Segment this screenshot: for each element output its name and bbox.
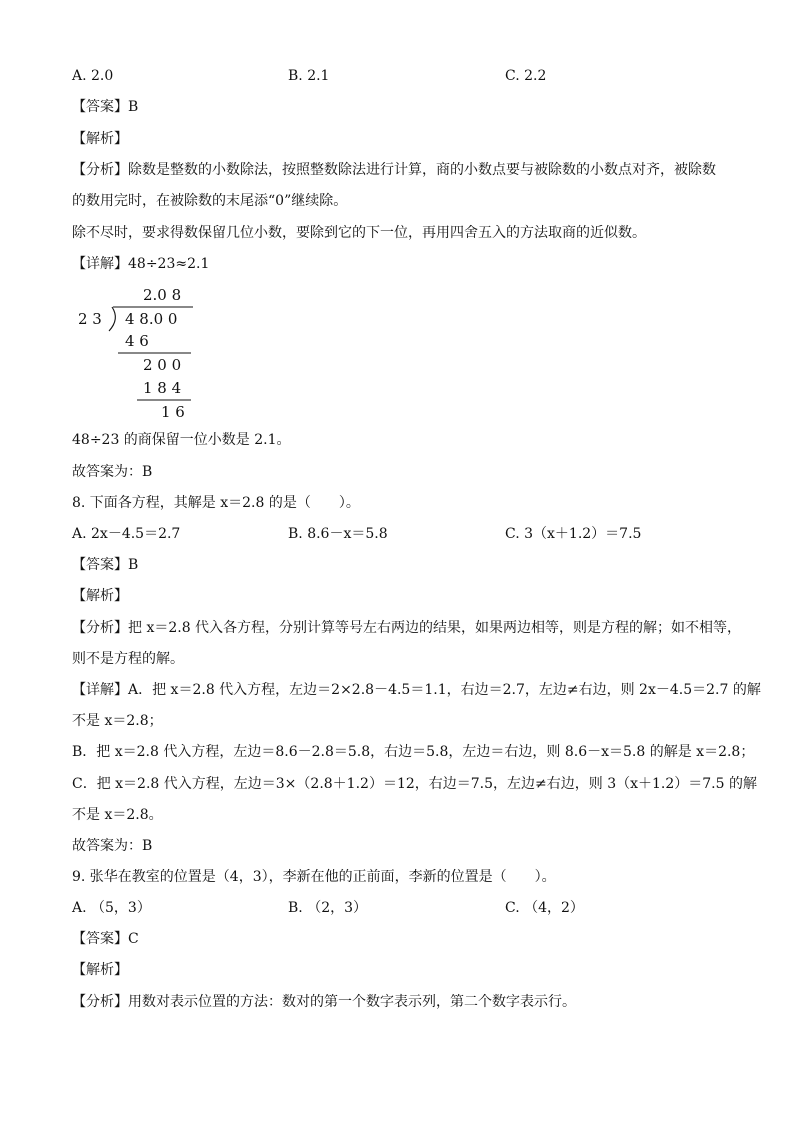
q8-stem: 8. 下面各方程，其解是 x＝2.8 的是（ ）。: [72, 495, 360, 511]
q8-final-answer: 故答案为：B: [72, 838, 153, 854]
q7-conclusion: 48÷23 的商保留一位小数是 2.1。: [72, 432, 291, 448]
q7-option-a: A. 2.0: [72, 68, 114, 84]
q8-detail-line-4: C．把 x＝2.8 代入方程，左边＝3×（2.8＋1.2）＝12，右边＝7.5，左边≠右边，则 3（x＋1.2）＝7.5 的解: [72, 776, 757, 792]
division-bracket: [109, 307, 115, 331]
q9-option-b: B. （2，3）: [288, 900, 368, 916]
division-step-1: 4 6: [125, 332, 149, 350]
q8-detail-line-5: 不是 x＝2.8。: [72, 807, 163, 823]
q7-final-answer: 故答案为：B: [72, 464, 153, 480]
q7-answer: 【答案】B: [72, 99, 139, 115]
division-divisor: 2 3: [78, 310, 102, 328]
q8-option-a: A. 2x－4.5＝2.7: [72, 526, 181, 542]
q8-answer: 【答案】B: [72, 557, 139, 573]
division-quotient: 2.0 8: [143, 286, 182, 304]
q7-analysis-line-2: 的数用完时，在被除数的末尾添“0”继续除。: [72, 193, 348, 209]
division-step-3: 1 8 4: [143, 379, 182, 397]
q9-answer: 【答案】C: [72, 931, 139, 947]
q7-detail: 【详解】48÷23≈2.1: [72, 256, 210, 272]
q7-analysis-heading: 【解析】: [72, 131, 128, 147]
q8-detail-line-3: B．把 x＝2.8 代入方程，左边＝8.6－2.8＝5.8，右边＝5.8，左边＝右边，则 8.6－x＝5.8 的解是 x＝2.8；: [72, 744, 755, 760]
division-step-2: 2 0 0: [143, 356, 182, 374]
q8-analysis-line-1: 【分析】把 x＝2.8 代入各方程，分别计算等号左右两边的结果，如果两边相等，则是方程的解；如不相等，: [72, 620, 742, 636]
q8-analysis-heading: 【解析】: [72, 588, 128, 604]
q9-option-a: A. （5，3）: [72, 900, 151, 916]
q7-analysis-line-1: 【分析】除数是整数的小数除法，按照整数除法进行计算，商的小数点要与被除数的小数点对齐，被除数: [72, 162, 716, 178]
q9-analysis-heading: 【解析】: [72, 962, 128, 978]
q9-stem: 9. 张华在教室的位置是（4，3），李新在他的正前面，李新的位置是（ ）。: [72, 869, 556, 885]
q7-analysis-line-3: 除不尽时，要求得数保留几位小数，要除到它的下一位，再用四舍五入的方法取商的近似数。: [72, 225, 646, 241]
q9-analysis: 【分析】用数对表示位置的方法：数对的第一个数字表示列，第二个数字表示行。: [72, 994, 576, 1010]
q9-option-c: C. （4，2）: [505, 900, 584, 916]
q8-analysis-line-2: 则不是方程的解。: [72, 651, 184, 667]
q8-detail-line-2: 不是 x＝2.8；: [72, 713, 163, 729]
q7-option-c: C. 2.2: [505, 68, 547, 84]
division-dividend: 4 8.0 0: [125, 310, 178, 328]
q8-option-b: B. 8.6－x＝5.8: [288, 526, 388, 542]
division-remainder: 1 6: [161, 403, 185, 421]
q8-detail-line-1: 【详解】A．把 x＝2.8 代入方程，左边＝2×2.8－4.5＝1.1，右边＝2.7，左边≠右边，则 2x－4.5＝2.7 的解: [72, 682, 761, 698]
q8-option-c: C. 3（x＋1.2）＝7.5: [505, 526, 642, 542]
q7-option-b: B. 2.1: [288, 68, 330, 84]
